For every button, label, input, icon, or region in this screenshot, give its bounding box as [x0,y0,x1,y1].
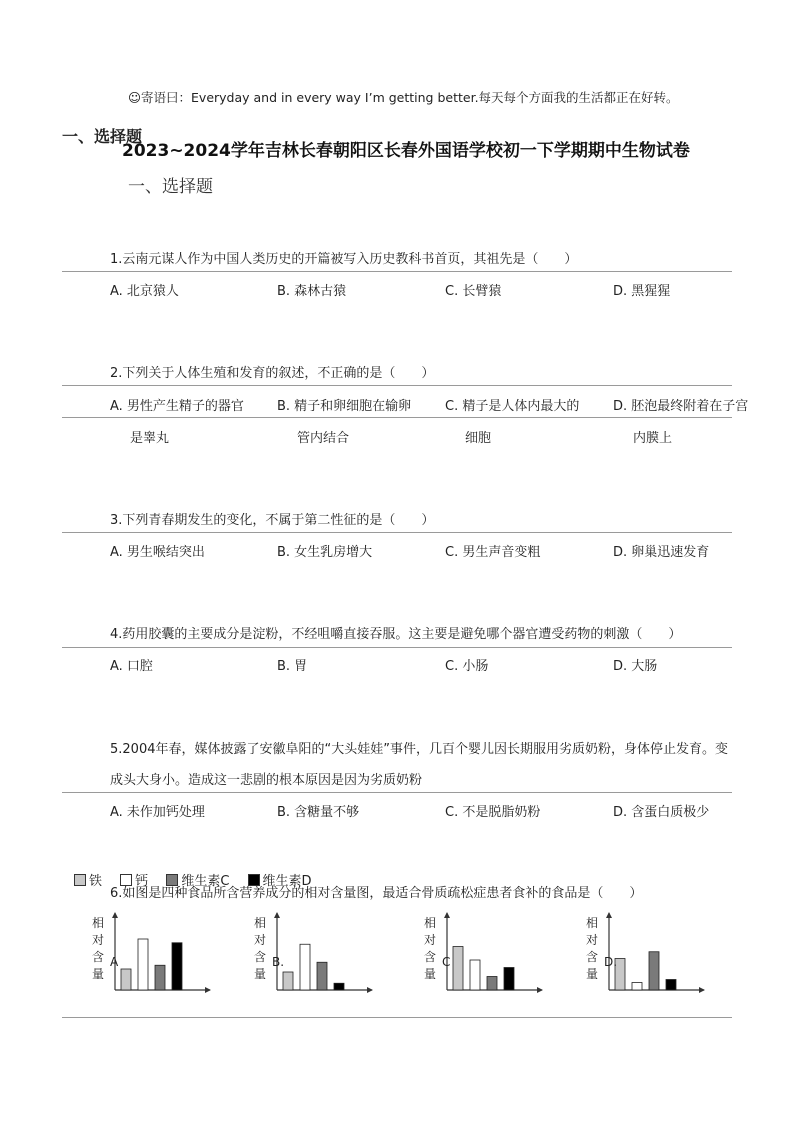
bar-vitamin-d [334,983,344,990]
q5-option-d: D. 含蛋白质极少 [613,805,710,820]
y-axis-label-char: 相 [91,916,105,930]
q2-option-a-cont: 是睾丸 [130,431,170,446]
q4-option-a: A. 口腔 [110,659,153,674]
bar-vitamin-d [666,980,676,991]
q3-option-c: C. 男生声音变粗 [445,545,541,560]
chart-label: A [110,955,119,969]
chart-2 [250,905,380,1005]
q4-option-c: C. 小肠 [445,659,489,674]
bar-vitamin-c [317,962,327,990]
q2-option-b-cont: 管内结合 [297,431,350,446]
question-5-text: 5.2004年春，媒体披露了安徽阜阳的“大头娃娃”事件，几百个婴儿因长期服用劣质奶粉，身体停止发育。变 [110,742,728,757]
question-3-text: 3.下列青春期发生的变化，不属于第二性征的是（ ） [110,513,435,528]
bar-iron [121,969,131,990]
chart-label: D. [604,955,618,969]
bar-iron [453,947,463,991]
bar-vitamin-c [155,965,165,990]
q1-option-d: D. 黑猩猩 [613,284,671,299]
section-heading-overlay: 一、选择题 [62,127,143,146]
q5-option-c: C. 不是脱脂奶粉 [445,805,541,820]
y-axis-label-char: 量 [253,967,267,981]
legend-swatch-iron [74,874,86,886]
q4-option-d: D. 大肠 [613,659,658,674]
divider [62,1017,732,1018]
y-axis-label-char: 含 [253,950,267,964]
divider [62,417,732,418]
bar-calcium [470,960,480,990]
y-axis-label-char: 量 [423,967,437,981]
y-axis-label-char: 对 [585,933,599,947]
y-axis-label-char: 含 [91,950,105,964]
q2-option-c: C. 精子是人体内最大的 [445,399,580,414]
x-axis-arrow [699,987,705,993]
y-axis-label-char: 相 [423,916,437,930]
question-1-text: 1.云南元谋人作为中国人类历史的开篇被写入历史教科书首页，其祖先是（ ） [110,252,578,267]
divider [62,792,732,793]
legend-label-iron: 铁 [89,874,103,889]
q4-option-b: B. 胃 [277,659,308,674]
bar-vitamin-c [649,952,659,990]
bar-vitamin-d [504,968,514,991]
question-5-text-cont: 成头大身小。造成这一悲剧的根本原因是因为劣质奶粉 [110,773,423,788]
x-axis-arrow [537,987,543,993]
bar-calcium [300,944,310,990]
y-axis-label-char: 对 [91,933,105,947]
question-4-text: 4.药用胶囊的主要成分是淀粉，不经咀嚼直接吞服。这主要是避免哪个器官遭受药物的刺激（ ） [110,627,682,642]
bar-calcium [138,939,148,990]
q2-option-a: A. 男性产生精子的器官 [110,399,244,414]
q5-option-a: A. 未作加钙处理 [110,805,205,820]
bar-iron [283,972,293,990]
motto-line: ☺寄语曰：Everyday and in every way I’m getting better.每天每个方面我的生活都正在好转。 [128,90,679,105]
divider [62,271,732,272]
divider [62,385,732,386]
legend-label-vitamin-d: 维生素D [262,874,312,889]
y-axis-label-char: 相 [253,916,267,930]
q2-option-b: B. 精子和卵细胞在输卵 [277,399,412,414]
y-axis-label-char: 相 [585,916,599,930]
x-axis-arrow [205,987,211,993]
q1-option-a: A. 北京猿人 [110,284,179,299]
chart-4 [582,905,712,1005]
legend-label-calcium: 钙 [135,874,149,889]
bar-vitamin-c [487,977,497,991]
chart-1 [88,905,218,1005]
y-axis-arrow [112,912,118,918]
chart-3 [420,905,550,1005]
divider [62,647,732,648]
q2-option-d: D. 胚泡最终附着在子宫 [613,399,749,414]
q3-option-d: D. 卵巢迅速发育 [613,545,710,560]
q2-option-d-cont: 内膜上 [633,431,673,446]
question-6-text: 6.如图是四种食品所含营养成分的相对含量图，最适合骨质疏松症患者食补的食品是（ ） [110,886,643,901]
q1-option-b: B. 森林古猿 [277,284,347,299]
q3-option-a: A. 男生喉结突出 [110,545,205,560]
y-axis-label-char: 对 [423,933,437,947]
q3-option-b: B. 女生乳房增大 [277,545,373,560]
y-axis-arrow [444,912,450,918]
y-axis-arrow [606,912,612,918]
chart-label: B. [272,955,285,969]
x-axis-arrow [367,987,373,993]
y-axis-label-char: 对 [253,933,267,947]
q2-option-c-cont: 细胞 [465,431,492,446]
page-title: 2023~2024学年吉林长春朝阳区长春外国语学校初一下学期期中生物试卷 [122,141,690,161]
y-axis-label-char: 量 [91,967,105,981]
legend-item-iron [74,874,102,889]
y-axis-label-char: 含 [585,950,599,964]
q5-option-b: B. 含糖量不够 [277,805,360,820]
y-axis-arrow [274,912,280,918]
q1-option-c: C. 长臂猿 [445,284,502,299]
bar-vitamin-d [172,943,182,990]
divider [62,532,732,533]
legend-label-vitamin-c: 维生素C [181,874,230,889]
bar-calcium [632,983,642,991]
question-2-text: 2.下列关于人体生殖和发育的叙述，不正确的是（ ） [110,366,435,381]
y-axis-label-char: 含 [423,950,437,964]
y-axis-label-char: 量 [585,967,599,981]
section-heading: 一、选择题 [128,177,213,197]
chart-label: C [442,955,451,969]
